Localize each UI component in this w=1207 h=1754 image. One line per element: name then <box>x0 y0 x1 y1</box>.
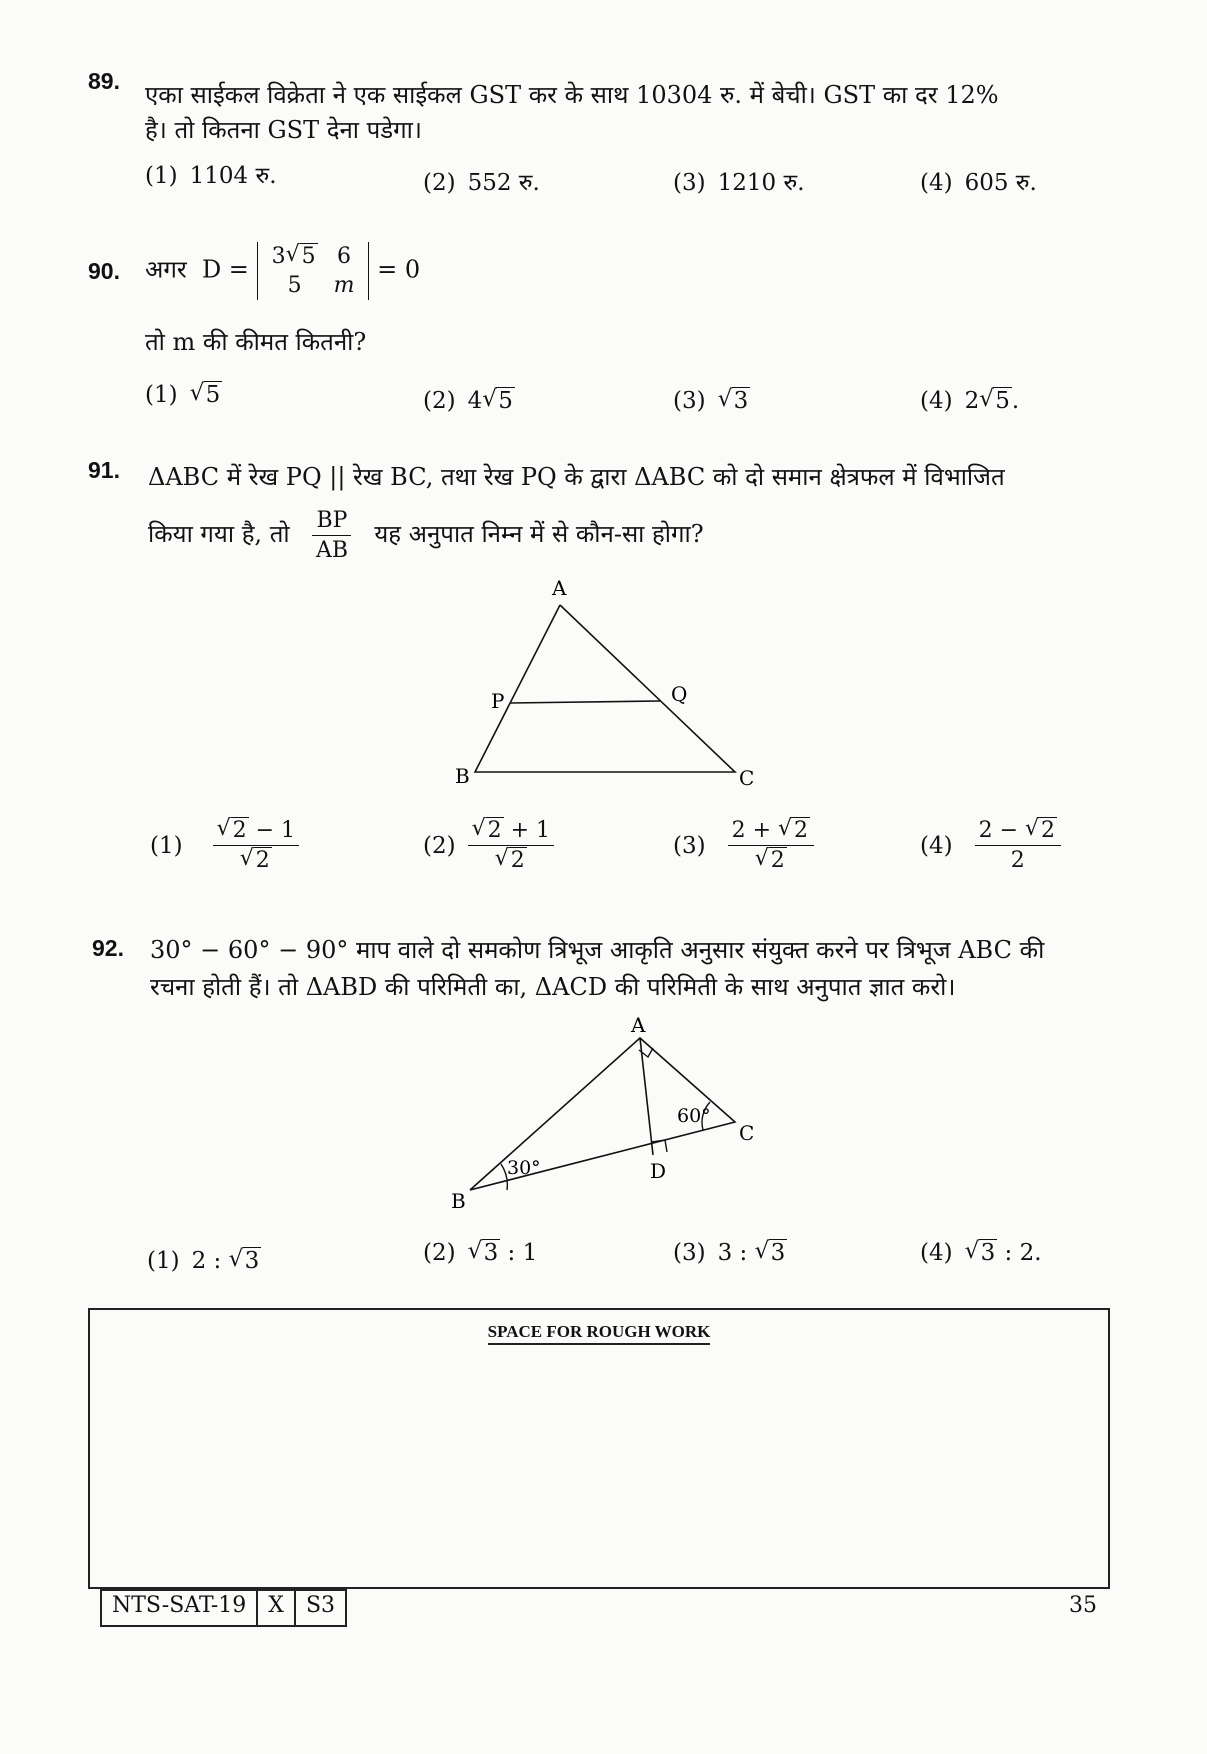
q89-option-2[interactable]: (2) 552 रु. <box>423 170 540 196</box>
label-q: Q <box>671 682 688 706</box>
q92-option-3[interactable]: (3) 3 : √ 3 <box>673 1240 787 1266</box>
exam-code: NTS-SAT-19 <box>102 1591 258 1625</box>
q91-option-1[interactable]: (1) √ 2 − 1 √ 2 <box>150 818 299 873</box>
label-d: D <box>650 1159 667 1183</box>
right-triangle-abc-figure <box>445 1010 775 1210</box>
q90-option-2[interactable]: (2) 4√ 5 <box>423 388 515 414</box>
set-label: S3 <box>305 1593 336 1618</box>
question-90-expression: अगर D = 3√ 5 6 5 m = 0 <box>145 242 420 300</box>
q92-option-1[interactable]: (1) 2 : √ 3 <box>147 1248 261 1274</box>
q90-option-4[interactable]: (4) 2√ 5. <box>920 388 1019 414</box>
question-91-text-line2: किया गया है, तो $\frac{BP}{AB}$ यह अनुपात निम्न में से कौन-सा होगा? <box>148 508 704 563</box>
label-b: B <box>455 764 470 788</box>
q92-option-4[interactable]: (4)√ 3 : 2. <box>920 1240 1042 1266</box>
question-92-text-line1: 30° − 60° − 90° माप वाले दो समकोण त्रिभूज आकृति अनुसार संयुक्त करने पर त्रिभूज ABC की <box>150 936 1045 964</box>
question-91-number: 91. <box>88 457 120 483</box>
q91-option-2[interactable]: (2) √ 2 + 1 √ 2 <box>423 818 554 873</box>
question-91-text-line1: ΔABC में रेख PQ || रेख BC, तथा रेख PQ के द्वारा ΔABC को दो समान क्षेत्रफल में विभाजित <box>148 463 1005 491</box>
rough-work-title: SPACE FOR ROUGH WORK <box>90 1322 1108 1342</box>
label-c: C <box>739 766 755 790</box>
q89-option-3[interactable]: (3) 1210 रु. <box>673 170 805 196</box>
question-90-text-line2: तो m की कीमत कितनी? <box>145 328 367 356</box>
q89-option-1[interactable]: (1) 1104 रु. <box>145 163 277 189</box>
q90-option-3[interactable]: (3)√ 3 <box>673 388 750 414</box>
label-a: A <box>631 1013 646 1037</box>
q92-option-2[interactable]: (2)√ 3 : 1 <box>423 1240 537 1266</box>
class-label: X <box>258 1591 296 1625</box>
question-92-text-line2: रचना होती हैं। तो ΔABD की परिमिती का, ΔACD की परिमिती के साथ अनुपात ज्ञात करो। <box>150 973 956 1001</box>
q91-option-4[interactable]: (4) $\frac{2 - √ 2}{2}$ <box>920 818 1061 873</box>
question-89-number: 89. <box>88 68 120 94</box>
angle-30-label: 30° <box>507 1157 541 1179</box>
triangle-abc-figure <box>445 575 775 795</box>
question-89-text-line2: है। तो कितना GST देना पडेगा। <box>145 116 422 144</box>
page-number: 35 <box>1069 1593 1097 1618</box>
rough-work-box <box>88 1308 1110 1589</box>
question-92-number: 92. <box>92 935 124 961</box>
question-89-text-line1: एका साईकल विक्रेता ने एक साईकल GST कर के साथ 10304 रु. में बेची। GST का दर 12% <box>145 81 999 109</box>
ratio-bp-ab: $\frac{BP}{AB}$ <box>312 508 351 563</box>
footer-code-box <box>100 1589 347 1627</box>
label-b: B <box>451 1189 466 1210</box>
angle-60-label: 60° <box>677 1105 711 1127</box>
label-a: A <box>552 576 567 600</box>
label-p: P <box>491 689 505 713</box>
q89-option-4[interactable]: (4) 605 रु. <box>920 170 1037 196</box>
determinant: 3√ 5 6 5 m <box>257 242 370 300</box>
q91-option-3[interactable]: (3) 2 + √ 2 √ 2 <box>673 818 814 873</box>
question-90-number: 90. <box>88 258 120 284</box>
label-c: C <box>739 1121 755 1145</box>
q90-option-1[interactable]: (1)√ 5 <box>145 382 222 408</box>
